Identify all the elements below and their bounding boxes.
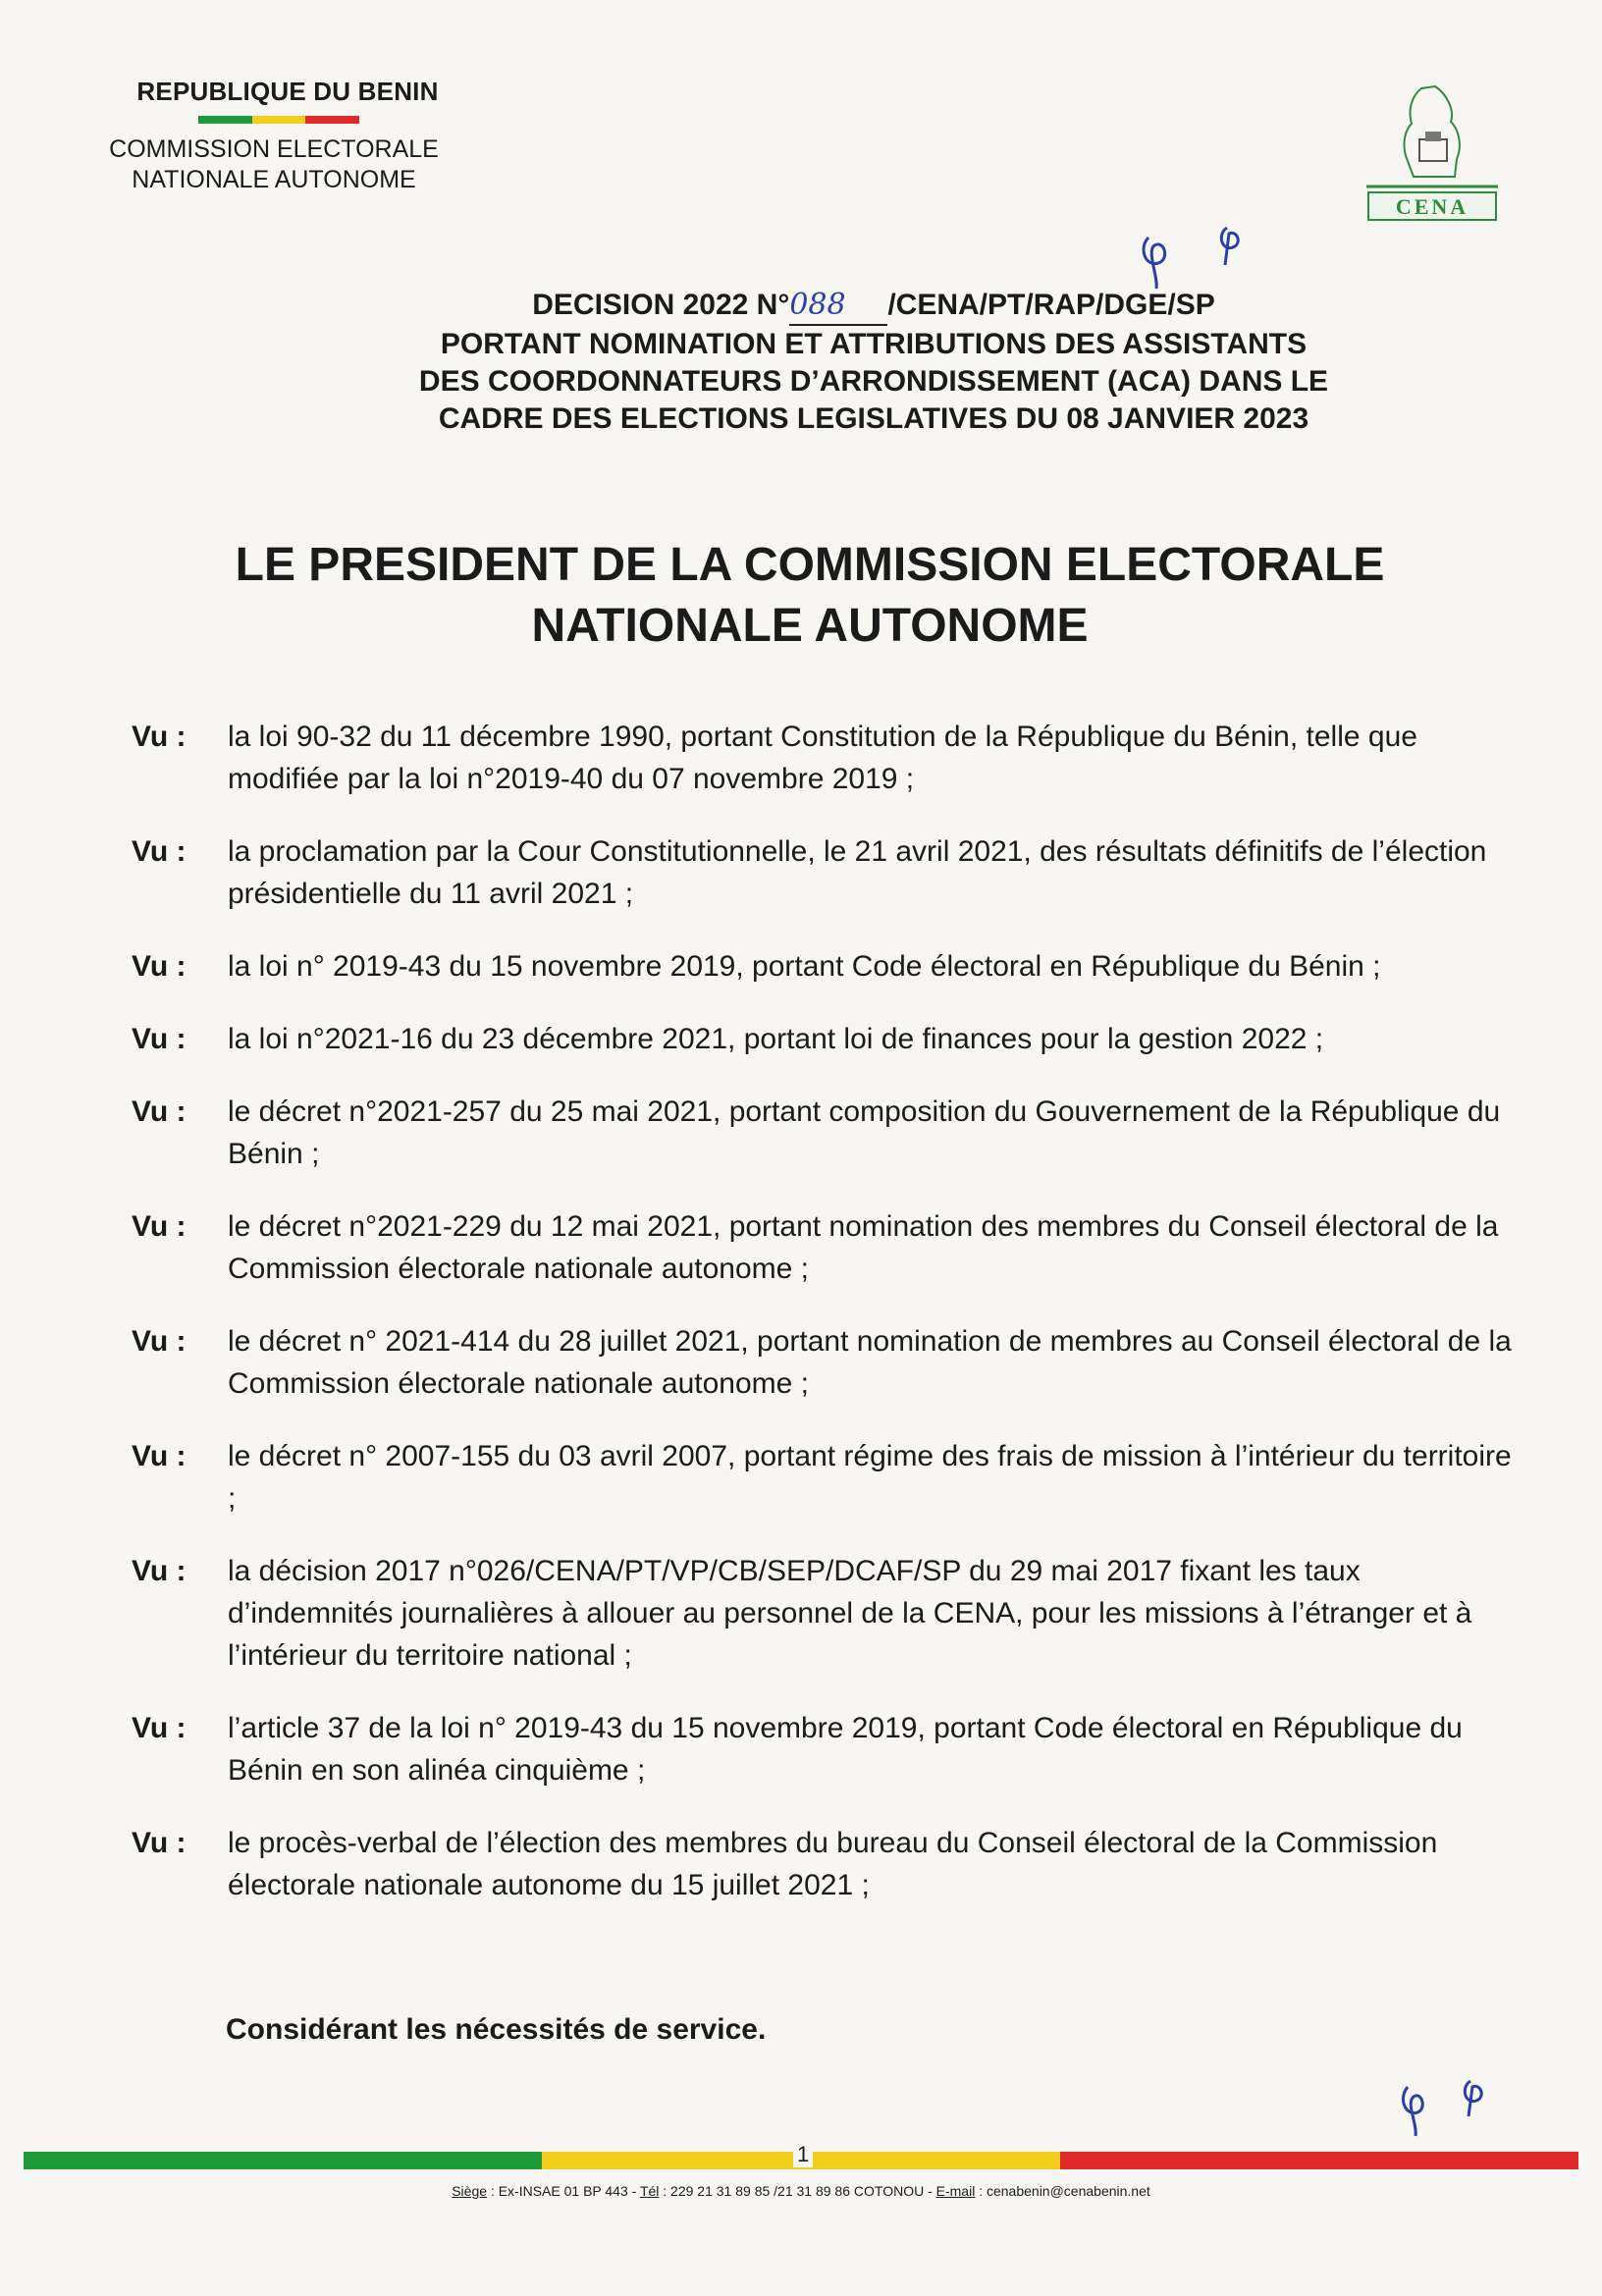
organization-name-line1: COMMISSION ELECTORALE [109,135,439,163]
vu-item [102,1707,1522,1791]
vu-list [102,716,1522,1906]
vu-text: le décret n°2021-229 du 12 mai 2021, portant nomination des membres du Conseil électoral de la Commission électorale nationale autonome ; [228,1210,1499,1285]
vu-label: Vu : [132,950,187,983]
cena-logo [1353,71,1510,228]
vu-label: Vu : [132,721,187,753]
vu-item [102,1435,1522,1520]
footer-tel-label: Tél [639,2183,660,2199]
footer-email-label: E-mail [935,2183,976,2199]
vu-text: la loi 90-32 du 11 décembre 1990, portant Constitution de la République du Bénin, telle que modifiée par la loi n°2019-40 du 07 novembre 2019 ; [228,721,1417,795]
president-heading-line2: NATIONALE AUTONOME [531,600,1089,652]
organization-name [69,134,479,195]
vu-item [102,945,1522,988]
vu-label: Vu : [132,1210,187,1243]
vu-label: Vu : [132,1555,187,1587]
vu-text: le décret n°2021-257 du 25 mai 2021, portant composition du Gouvernement de la République du Bénin ; [228,1095,1501,1170]
vu-label: Vu : [132,1827,187,1859]
vu-item [102,1822,1522,1906]
footer-tel-value: : 229 21 31 89 85 /21 31 89 86 COTONOU - [659,2183,936,2199]
cena-logo-text: CENA [1395,194,1469,219]
considerant-clause: Considérant les nécessités de service. [226,2013,767,2046]
organization-name-line2: NATIONALE AUTONOME [132,166,416,193]
vu-label: Vu : [132,835,187,868]
vu-item [102,830,1522,915]
decision-number: 088 [789,287,887,326]
country-name: REPUBLIQUE DU BENIN [136,77,439,106]
vu-item [102,1018,1522,1060]
decision-subject-line: CADRE DES ELECTIONS LEGISLATIVES DU 08 JANVIER 2023 [438,402,1309,435]
footer-siege-label: Siège [452,2183,488,2199]
vu-text: l’article 37 de la loi n° 2019-43 du 15 novembre 2019, portant Code électoral en République du Bénin en son alinéa cinquième ; [228,1712,1463,1787]
vu-text: le décret n° 2007-155 du 03 avril 2007, portant régime des frais de mission à l’intérieur du territoire ; [228,1440,1512,1515]
footer-siege-value: : Ex-INSAE 01 BP 443 - [487,2183,640,2199]
vu-item [102,1320,1522,1405]
vu-label: Vu : [132,1095,187,1128]
vu-text: la loi n° 2019-43 du 15 novembre 2019, portant Code électoral en République du Bénin ; [228,950,1381,983]
president-heading [157,535,1463,657]
vu-text: le procès-verbal de l’élection des membres du bureau du Conseil électoral de la Commission électorale nationale autonome du 15 juillet 2021 ; [228,1827,1438,1901]
vu-label: Vu : [132,1325,187,1358]
decision-reference [294,287,1453,326]
vu-text: la décision 2017 n°026/CENA/PT/VP/CB/SEP/DCAF/SP du 29 mai 2017 fixant les taux d’indemnités journalières à allouer au personnel de la CENA, pour les missions à l’étranger et à l’intérieur du territoire national ; [228,1555,1472,1672]
vu-label: Vu : [132,1440,187,1472]
footer-address [0,2183,1602,2199]
vu-label: Vu : [132,1023,187,1055]
vu-item [102,1091,1522,1175]
page-number: 1 [793,2142,813,2167]
vu-text: la loi n°2021-16 du 23 décembre 2021, portant loi de finances pour la gestion 2022 ; [228,1023,1324,1055]
vu-text: le décret n° 2021-414 du 28 juillet 2021, portant nomination de membres au Conseil électoral de la Commission électorale nationale autonome ; [228,1325,1512,1400]
vu-item [102,1550,1522,1677]
flag-stripe [198,116,359,124]
decision-subject-line: DES COORDONNATEURS D’ARRONDISSEMENT (ACA) DANS LE [418,365,1329,398]
vu-item [102,716,1522,800]
vu-item [102,1205,1522,1290]
decision-prefix: DECISION 2022 N° [532,289,790,321]
decision-title [294,287,1453,438]
footer-email-value: : cenabenin@cenabenin.net [975,2183,1150,2199]
decision-suffix: /CENA/PT/RAP/DGE/SP [887,289,1215,321]
handwritten-initials-bottom [1394,2073,1502,2146]
president-heading-line1: LE PRESIDENT DE LA COMMISSION ELECTORALE [235,539,1385,591]
vu-label: Vu : [132,1712,187,1744]
decision-subject-line: PORTANT NOMINATION ET ATTRIBUTIONS DES ASSISTANTS [440,328,1308,360]
vu-text: la proclamation par la Cour Constitutionnelle, le 21 avril 2021, des résultats définitifs de l’élection présidentielle du 11 avril 2021 ; [228,835,1487,910]
